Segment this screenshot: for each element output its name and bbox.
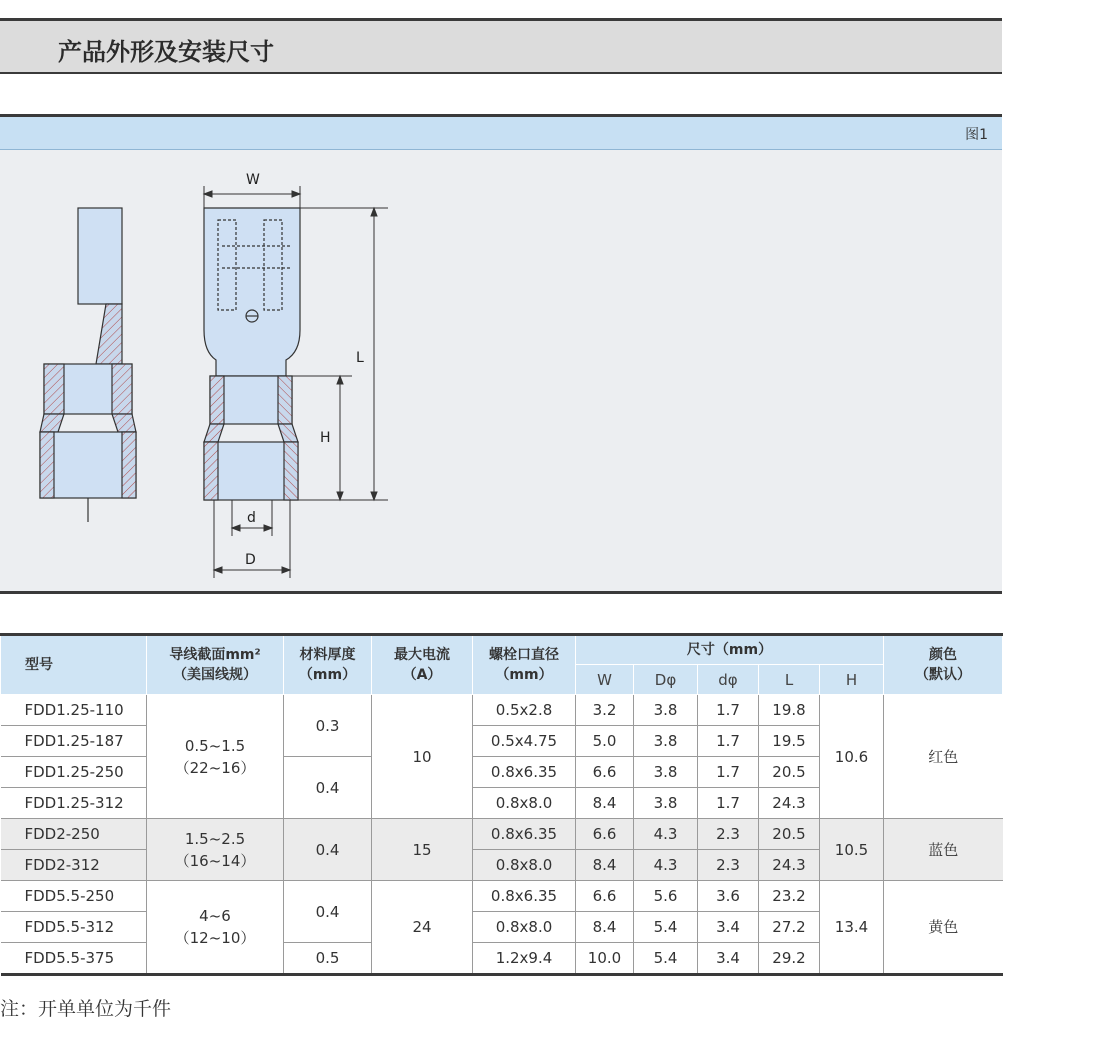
table-cell: 10.6 bbox=[820, 695, 884, 819]
table-cell: 0.5x4.75 bbox=[473, 726, 576, 757]
side-view bbox=[40, 208, 136, 522]
table-cell: 3.4 bbox=[698, 912, 759, 943]
table-cell: FDD5.5-312 bbox=[1, 912, 147, 943]
figure-label: 图1 bbox=[965, 127, 988, 143]
table-cell: 3.4 bbox=[698, 943, 759, 975]
table-cell: 1.7 bbox=[698, 726, 759, 757]
table-cell: 0.8x6.35 bbox=[473, 819, 576, 850]
table-cell: 3.8 bbox=[634, 695, 698, 726]
table-cell: FDD1.25-110 bbox=[1, 695, 147, 726]
table-cell: FDD1.25-312 bbox=[1, 788, 147, 819]
table-cell: 4.3 bbox=[634, 819, 698, 850]
table-cell: 0.8x6.35 bbox=[473, 881, 576, 912]
table-cell: 2.3 bbox=[698, 819, 759, 850]
table-cell: 0.8x8.0 bbox=[473, 788, 576, 819]
table-cell: 0.4 bbox=[284, 881, 372, 943]
header-current: 最大电流 （A） bbox=[372, 635, 473, 695]
table-cell: 20.5 bbox=[759, 757, 820, 788]
table-row bbox=[1, 695, 1003, 726]
table-cell: 10.5 bbox=[820, 819, 884, 881]
table-cell: 3.8 bbox=[634, 757, 698, 788]
table-cell: 24.3 bbox=[759, 788, 820, 819]
header-w: W bbox=[576, 665, 634, 695]
table-cell: 15 bbox=[372, 819, 473, 881]
table-cell: 0.4 bbox=[284, 819, 372, 881]
figure-header bbox=[0, 117, 1002, 150]
table-cell: FDD5.5-375 bbox=[1, 943, 147, 975]
figure-panel bbox=[0, 114, 1002, 594]
dim-label-l: L bbox=[356, 350, 364, 366]
footnote: 注：开单单位为千件 bbox=[0, 998, 172, 1020]
front-view bbox=[204, 208, 300, 500]
side-tab bbox=[78, 208, 122, 304]
table-cell: 0.5~1.5 （22~16） bbox=[147, 695, 284, 819]
page-title: 产品外形及安装尺寸 bbox=[58, 38, 274, 66]
table-cell: FDD5.5-250 bbox=[1, 881, 147, 912]
table-cell: 3.6 bbox=[698, 881, 759, 912]
table-cell: 0.3 bbox=[284, 695, 372, 757]
table-cell: 3.2 bbox=[576, 695, 634, 726]
table-cell: FDD1.25-187 bbox=[1, 726, 147, 757]
table-cell: 0.8x8.0 bbox=[473, 850, 576, 881]
table-cell: 1.7 bbox=[698, 695, 759, 726]
section-title-bar bbox=[0, 18, 1002, 74]
table-cell: 蓝色 bbox=[884, 819, 1003, 881]
table-cell: 0.4 bbox=[284, 757, 372, 819]
table-cell: 24 bbox=[372, 881, 473, 975]
table-cell: 13.4 bbox=[820, 881, 884, 975]
table-cell: 1.5~2.5 （16~14） bbox=[147, 819, 284, 881]
dim-label-d-small: d bbox=[247, 510, 256, 526]
header-wire: 导线截面mm² （美国线规） bbox=[147, 635, 284, 695]
table-cell: 19.8 bbox=[759, 695, 820, 726]
table-cell: 8.4 bbox=[576, 788, 634, 819]
header-h: H bbox=[820, 665, 884, 695]
table-cell: 0.8x6.35 bbox=[473, 757, 576, 788]
table-cell: 4.3 bbox=[634, 850, 698, 881]
terminal-drawing bbox=[0, 150, 1002, 590]
table-cell: 27.2 bbox=[759, 912, 820, 943]
table-cell: 20.5 bbox=[759, 819, 820, 850]
table-cell: 0.5 bbox=[284, 943, 372, 975]
table-row bbox=[1, 819, 1003, 850]
dim-label-h: H bbox=[320, 430, 331, 446]
side-neck bbox=[96, 304, 122, 364]
table-cell: 6.6 bbox=[576, 757, 634, 788]
table-cell: 5.4 bbox=[634, 912, 698, 943]
table-cell: 23.2 bbox=[759, 881, 820, 912]
table-cell: 3.8 bbox=[634, 788, 698, 819]
table-cell: 10 bbox=[372, 695, 473, 819]
table-cell: FDD2-312 bbox=[1, 850, 147, 881]
table-cell: 1.7 bbox=[698, 757, 759, 788]
header-d-large: Dφ bbox=[634, 665, 698, 695]
table-cell: 5.0 bbox=[576, 726, 634, 757]
table-cell: 8.4 bbox=[576, 850, 634, 881]
header-model: 型号 bbox=[1, 635, 147, 695]
table-cell: 8.4 bbox=[576, 912, 634, 943]
table-cell: 黄色 bbox=[884, 881, 1003, 975]
header-d-small: dφ bbox=[698, 665, 759, 695]
table-cell: 5.6 bbox=[634, 881, 698, 912]
header-size: 尺寸（mm） bbox=[576, 635, 884, 665]
spec-table bbox=[0, 633, 1003, 976]
dim-label-d-large: D bbox=[245, 552, 256, 568]
table-cell: 19.5 bbox=[759, 726, 820, 757]
table-cell: 3.8 bbox=[634, 726, 698, 757]
table-cell: 1.2x9.4 bbox=[473, 943, 576, 975]
table-cell: 1.7 bbox=[698, 788, 759, 819]
table-row bbox=[1, 881, 1003, 912]
table-cell: 24.3 bbox=[759, 850, 820, 881]
header-color: 颜色 （默认） bbox=[884, 635, 1003, 695]
table-cell: 5.4 bbox=[634, 943, 698, 975]
header-bolt: 螺栓口直径 （mm） bbox=[473, 635, 576, 695]
table-cell: 0.8x8.0 bbox=[473, 912, 576, 943]
table-cell: 10.0 bbox=[576, 943, 634, 975]
table-cell: 6.6 bbox=[576, 881, 634, 912]
header-l: L bbox=[759, 665, 820, 695]
table-cell: FDD2-250 bbox=[1, 819, 147, 850]
table-cell: 6.6 bbox=[576, 819, 634, 850]
header-thickness: 材料厚度 （mm） bbox=[284, 635, 372, 695]
table-cell: 0.5x2.8 bbox=[473, 695, 576, 726]
table-cell: FDD1.25-250 bbox=[1, 757, 147, 788]
dim-label-w: W bbox=[246, 172, 260, 188]
table-cell: 2.3 bbox=[698, 850, 759, 881]
table-cell: 4~6 （12~10） bbox=[147, 881, 284, 975]
table-cell: 29.2 bbox=[759, 943, 820, 975]
table-cell: 红色 bbox=[884, 695, 1003, 819]
